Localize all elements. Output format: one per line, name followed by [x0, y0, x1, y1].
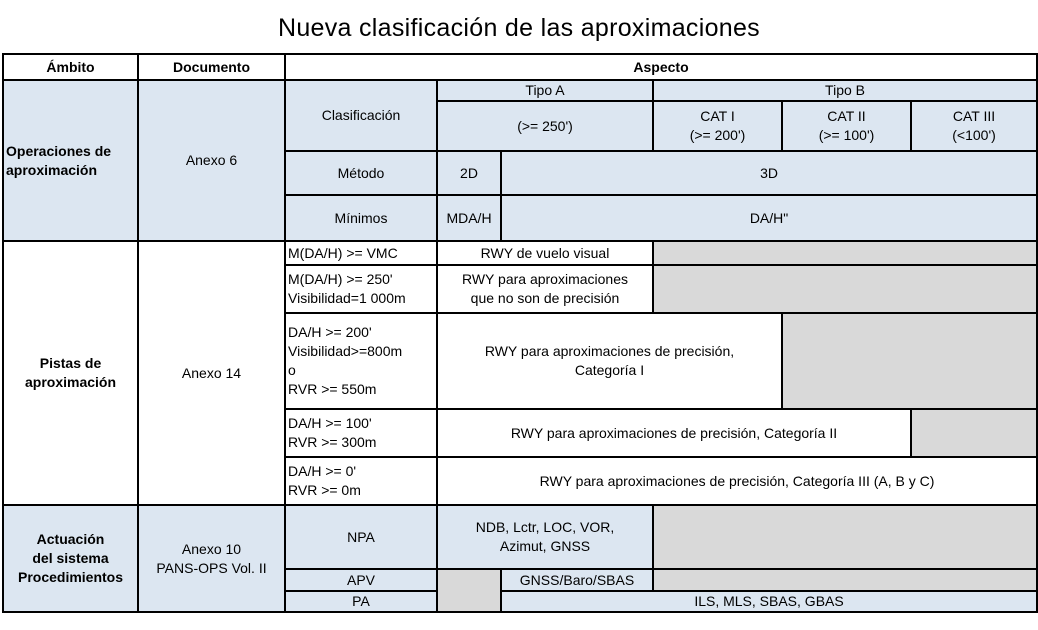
pa-label: PA [285, 591, 437, 612]
tipo-a-header: Tipo A [437, 80, 653, 101]
ambito-line: Procedimientos [17, 569, 124, 585]
npa-label: NPA [285, 505, 437, 569]
cat-2-value: (>= 100') [818, 127, 875, 143]
cat-3-cell [911, 101, 1037, 151]
pistas-desc-1 [437, 241, 653, 265]
desc-line: que no son de precisión [470, 290, 620, 306]
cat-1-value: (>= 200') [689, 127, 746, 143]
empty-cell [653, 505, 1037, 569]
ambito-line: Actuación [36, 531, 105, 547]
documento-anexo-10 [138, 505, 285, 612]
metodo-2d: 2D [437, 151, 501, 195]
pa-desc: ILS, MLS, SBAS, GBAS [501, 591, 1037, 612]
clasificacion-label: Clasificación [285, 80, 437, 151]
pistas-desc-4 [437, 409, 911, 457]
criteria-line: DA/H >= 0' [288, 463, 357, 479]
pistas-criteria-4 [285, 409, 437, 457]
pistas-desc-3 [437, 313, 782, 409]
empty-cell [653, 265, 1037, 313]
apv-label: APV [285, 569, 437, 591]
header-aspecto: Aspecto [285, 54, 1037, 80]
documento-line: Anexo 10 [181, 540, 242, 557]
documento-anexo-14: Anexo 14 [138, 241, 285, 505]
pistas-desc-2 [437, 265, 653, 313]
desc-line: Azimut, GNSS [499, 538, 591, 554]
empty-cell [782, 313, 1037, 409]
page-title: Nueva clasificación de las aproximaciones [278, 14, 760, 42]
cat-2-cell [782, 101, 911, 151]
criteria-line: M(DA/H) >= VMC [288, 244, 398, 261]
desc-line: RWY para aproximaciones de precisión, [484, 343, 735, 359]
criteria-line: RVR >= 300m [288, 434, 377, 450]
pistas-criteria-5 [285, 457, 437, 505]
minimos-label: Mínimos [285, 195, 437, 241]
desc-line: RWY para aproximaciones [461, 271, 628, 287]
criteria-line: o [288, 362, 296, 378]
criteria-line: Visibilidad=1 000m [288, 290, 406, 306]
npa-desc [437, 505, 653, 569]
metodo-label: Método [285, 151, 437, 195]
criteria-line: DA/H >= 100' [288, 415, 372, 431]
documento-line: PANS-OPS Vol. II [156, 559, 267, 576]
cat-1-label: CAT I [700, 108, 735, 124]
criteria-line: RVR >= 0m [288, 482, 361, 498]
header-ambito: Ámbito [3, 54, 138, 80]
cat-3-label: CAT III [952, 108, 996, 124]
desc-line: RWY de vuelo visual [480, 244, 610, 261]
header-documento: Documento [138, 54, 285, 80]
ambito-operaciones: Operaciones de aproximación [3, 80, 138, 241]
tipo-a-value: (>= 250') [437, 101, 653, 151]
pistas-criteria-2 [285, 265, 437, 313]
classification-table [2, 53, 1038, 613]
minimos-mdah: MDA/H [437, 195, 501, 241]
apv-desc: GNSS/Baro/SBAS [501, 569, 653, 591]
ambito-pistas: Pistas de aproximación [3, 241, 138, 505]
desc-line: RWY para aproximaciones de precisión, Categoría III (A, B y C) [539, 472, 935, 489]
cat-1-cell [653, 101, 782, 151]
documento-anexo-6: Anexo 6 [138, 80, 285, 241]
desc-line: RWY para aproximaciones de precisión, Categoría II [510, 424, 838, 441]
minimos-dah: DA/H" [501, 195, 1037, 241]
tipo-b-header: Tipo B [653, 80, 1037, 101]
desc-line: Categoría I [574, 362, 645, 378]
ambito-actuacion [3, 505, 138, 612]
metodo-3d: 3D [501, 151, 1037, 195]
cat-3-value: (<100') [952, 127, 996, 143]
cat-2-label: CAT II [827, 108, 866, 124]
desc-line: NDB, Lctr, LOC, VOR, [475, 519, 615, 535]
empty-cell [911, 409, 1037, 457]
empty-cell [653, 241, 1037, 265]
criteria-line: Visibilidad>=800m [288, 343, 403, 359]
pistas-criteria-1 [285, 241, 437, 265]
empty-cell [653, 569, 1037, 591]
criteria-line: DA/H >= 200' [288, 324, 372, 340]
pistas-criteria-3 [285, 313, 437, 409]
criteria-line: RVR >= 550m [288, 381, 377, 397]
ambito-line: del sistema [32, 550, 109, 566]
empty-cell [437, 569, 501, 612]
pistas-desc-5 [437, 457, 1037, 505]
criteria-line: M(DA/H) >= 250' [288, 271, 393, 287]
